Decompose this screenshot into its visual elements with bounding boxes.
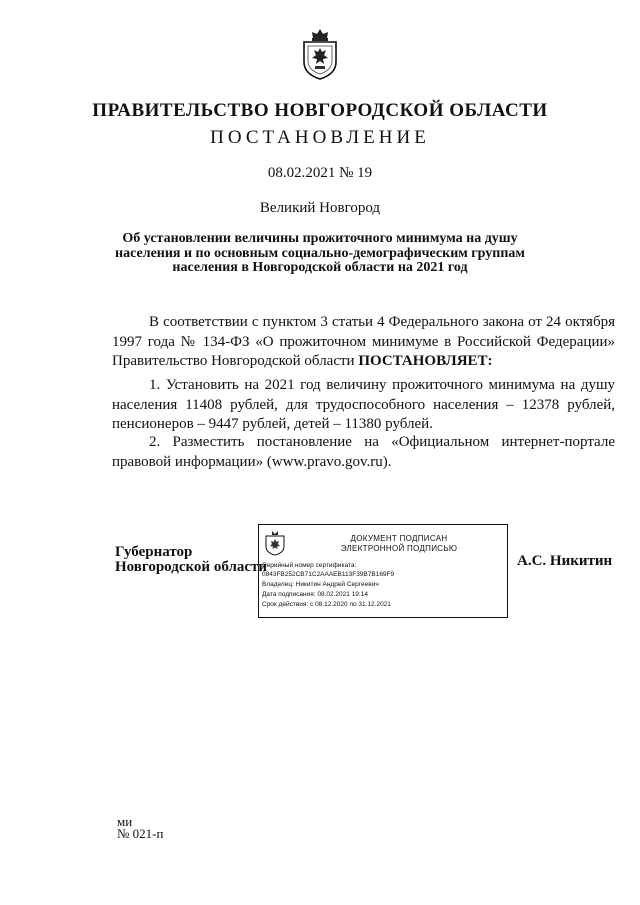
position-line-1: Губернатор — [115, 544, 193, 560]
government-title: ПРАВИТЕЛЬСТВО НОВГОРОДСКОЙ ОБЛАСТИ — [92, 100, 548, 121]
registration-number: № 021-п — [117, 826, 164, 841]
signatory-position — [115, 545, 267, 575]
coat-of-arms-emblem — [298, 28, 342, 80]
author-initials: ми — [117, 814, 133, 829]
electronic-signature-stamp — [258, 524, 508, 618]
signatory-name: А.С. Никитин — [517, 553, 613, 569]
stamp-title — [299, 534, 499, 554]
signing-date: Дата подписания: 08.02.2021 19:14 — [262, 591, 368, 598]
document-footer — [117, 816, 163, 840]
city: Великий Новгород — [259, 200, 381, 216]
paragraph-item-1 — [112, 376, 615, 435]
position-line-2: Новгородской области — [115, 559, 268, 575]
certificate-validity: Срок действия: с 08.12.2020 по 31.12.2021 — [262, 601, 391, 608]
paragraph-preamble — [112, 313, 615, 372]
stamp-title-line-1: ДОКУМЕНТ ПОДПИСАН — [350, 534, 448, 543]
document-type: ПОСТАНОВЛЕНИЕ — [210, 127, 430, 148]
item-1-text: 1. Установить на 2021 год величину прожиточного минимума на душу населения 11408 рублей, для трудоспособного населения – 12378 рублей, пенсионеров – 9447 рублей, детей – 11380 рублей. — [112, 377, 615, 432]
stamp-title-line-2: ЭЛЕКТРОННОЙ ПОДПИСЬЮ — [340, 544, 458, 553]
item-2-text: 2. Разместить постановление на «Официальном интернет-портале правовой информации» (www.pravo.gov.ru). — [112, 434, 615, 470]
decree-keyword: ПОСТАНОВЛЯЕТ: — [358, 353, 493, 369]
preamble-text: В соответствии с пунктом 3 статьи 4 Федерального закона от 24 октября 1997 года № 134-ФЗ «О прожиточном минимуме в Российской Федерации» Правительство Новгородской области — [112, 314, 615, 369]
document-subject: Об установлении величины прожиточного минимума на душу населения и по основным социально-демографическим группам населения в Новгородской области на 2021 год — [115, 231, 525, 275]
paragraph-item-2 — [112, 433, 615, 472]
date-and-number: 08.02.2021 № 19 — [267, 165, 373, 181]
certificate-number: 0843FB252CB71C2AAAEB113F39B7B169F9 — [262, 571, 395, 578]
certificate-owner: Владелец: Никитин Андрей Сергеевич — [262, 581, 379, 588]
stamp-emblem-icon — [264, 530, 286, 556]
certificate-label: Серийный номер сертификата: — [262, 562, 357, 569]
